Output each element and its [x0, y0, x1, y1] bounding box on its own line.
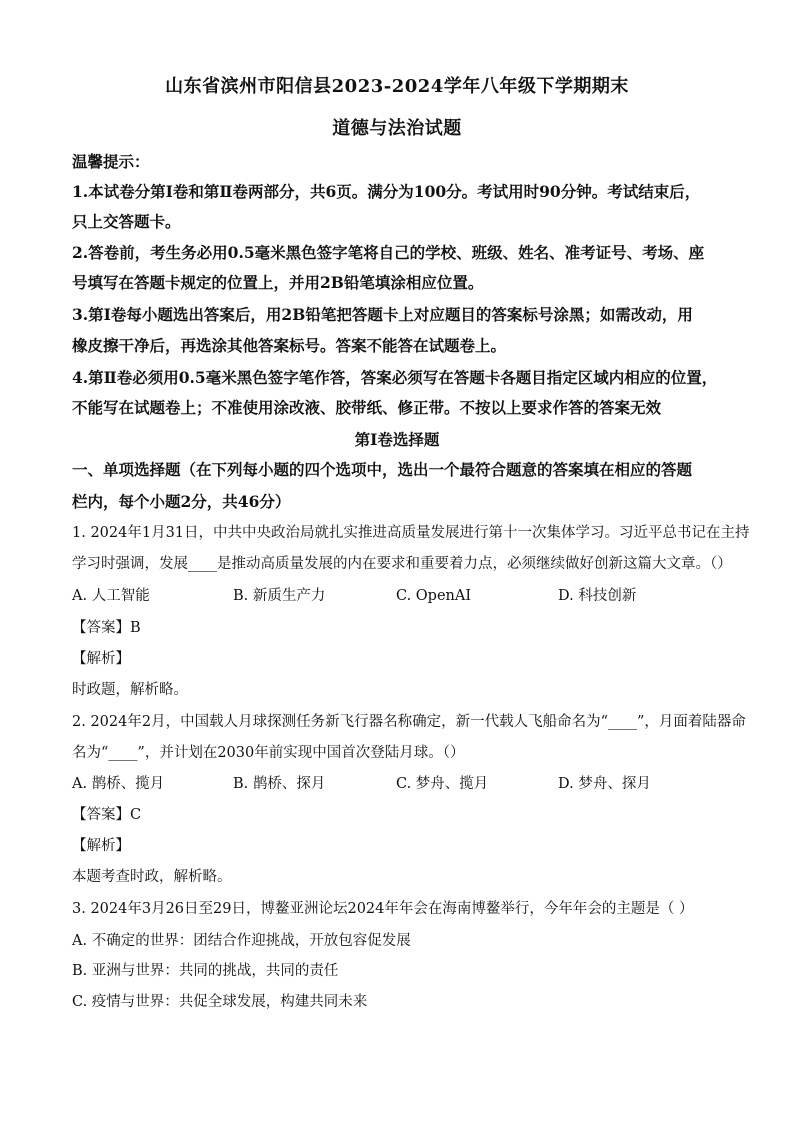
question-stem: 2. 2024年2月，中国载人月球探测任务新飞行器名称确定，新一代载人飞船命名为“____”，月面着陆器命	[72, 714, 746, 730]
tips-heading: 温馨提示：	[72, 152, 150, 171]
option-a: A. 鹊桥、揽月	[72, 776, 165, 792]
question-stem: 学习时强调，发展____是推动高质量发展的内在要求和重要着力点，必须继续做好创新这篇大文章。（）	[72, 556, 732, 572]
tips-line: 3.第Ⅰ卷每小题选出答案后，用2B铅笔把答题卡上对应题目的答案标号涂黑；如需改动，用	[72, 305, 693, 324]
option-a: A. 不确定的世界：团结合作迎挑战，开放包容促发展	[72, 933, 411, 949]
option-c: C. 梦舟、揽月	[396, 776, 489, 792]
answer-label: 【答案】C	[72, 807, 142, 823]
question-stem: 名为“____”，并计划在2030年前实现中国首次登陆月球。（）	[72, 745, 465, 761]
answer-label: 【答案】B	[72, 620, 141, 636]
option-c: C. OpenAI	[396, 588, 472, 604]
question-stem: 3. 2024年3月26日至29日，博鳌亚洲论坛2024年年会在海南博鳌举行，今年年会的主题是（ ）	[72, 901, 694, 917]
analysis-text: 本题考查时政，解析略。	[72, 869, 232, 885]
question-stem: 1. 2024年1月31日，中共中央政治局就扎实推进高质量发展进行第十一次集体学习。习近平总书记在主持	[72, 525, 750, 541]
tips-line: 2.答卷前，考生务必用0.5毫米黑色签字笔将自己的学校、班级、姓名、准考证号、考场、座	[72, 243, 705, 262]
section-instruction: 栏内，每个小题2分，共46分）	[72, 492, 291, 511]
analysis-label: 【解析】	[72, 651, 130, 667]
analysis-text: 时政题，解析略。	[72, 682, 188, 698]
option-b: B. 鹊桥、探月	[233, 776, 326, 792]
section-title: 第Ⅰ卷选择题	[354, 430, 440, 449]
tips-line: 4.第Ⅱ卷必须用0.5毫米黑色签字笔作答，答案必须写在答题卡各题目指定区域内相应的位置，	[72, 368, 718, 387]
tips-line: 只上交答题卡。	[72, 212, 181, 231]
option-b: B. 亚洲与世界：共同的挑战，共同的责任	[72, 963, 339, 979]
section-instruction: 一、单项选择题（在下列每小题的四个选项中，选出一个最符合题意的答案填在相应的答题	[72, 460, 693, 479]
tips-line: 橡皮擦干净后，再选涂其他答案标号。答案不能答在试题卷上。	[72, 336, 507, 355]
option-d: D. 科技创新	[558, 588, 637, 604]
option-a: A. 人工智能	[72, 588, 150, 604]
page-title: 山东省滨州市阳信县2023-2024学年八年级下学期期末	[165, 76, 629, 97]
page-subtitle: 道德与法治试题	[332, 118, 462, 139]
option-b: B. 新质生产力	[233, 588, 326, 604]
tips-line: 不能写在试题卷上；不准使用涂改液、胶带纸、修正带。不按以上要求作答的答案无效	[72, 398, 662, 417]
tips-line: 1.本试卷分第Ⅰ卷和第Ⅱ卷两部分，共6页。满分为100分。考试用时90分钟。考试结束后，	[72, 182, 701, 201]
analysis-label: 【解析】	[72, 838, 130, 854]
option-c: C. 疫情与世界：共促全球发展，构建共同未来	[72, 994, 368, 1010]
tips-line: 号填写在答题卡规定的位置上，并用2B铅笔填涂相应位置。	[72, 273, 484, 292]
option-d: D. 梦舟、探月	[558, 776, 651, 792]
